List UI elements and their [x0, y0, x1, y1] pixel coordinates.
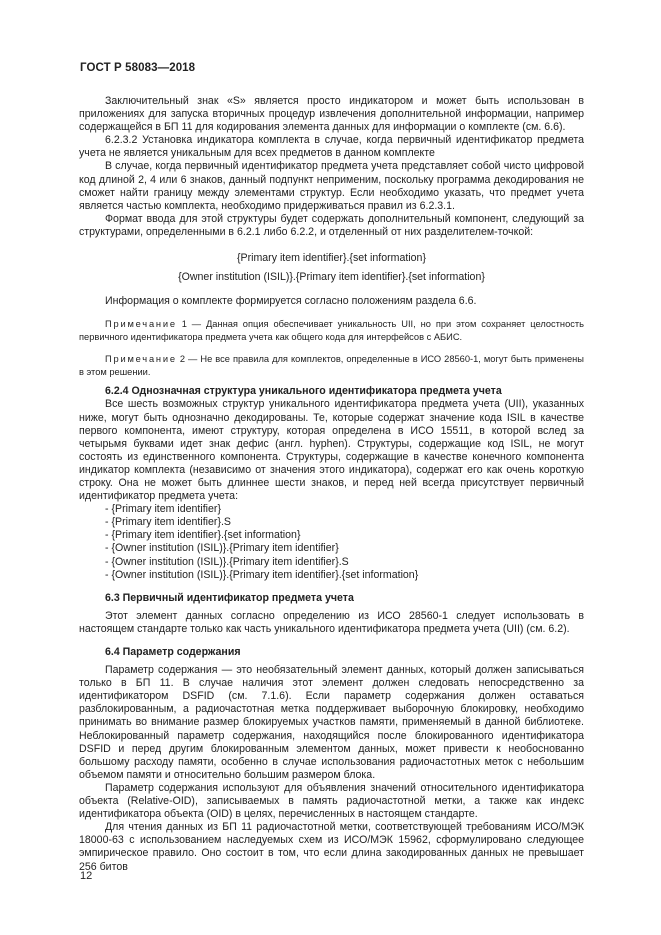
- note-2: [79, 353, 584, 378]
- structure-formula: {Owner institution (ISIL)}.{Primary item identifier}.{set information}: [178, 271, 485, 284]
- paragraph: Параметр содержания используют для объявления значений относительного идентификатора объекта (Relative-OID), записываемых в память радиочастотной метки, а также как индекс идентификатора объекта (OID) в целях, перечисленных в настоящем стандарте.: [79, 781, 584, 821]
- paragraph: Информация о комплекте формируется согласно положениям раздела 6.6.: [105, 295, 477, 308]
- paragraph: Все шесть возможных структур уникального идентификатора предмета учета (UII), указанных ниже, могут быть однозначно декодированы. Те, которые содержат значение кода ISIL в качестве первого компонента, имеют структуру, которая определена в ИСО 15511, в которой вслед за четырьмя буквами идет знак дефис (англ. hyphen). Структуры, содержащие код ISIL, не могут состоять из единственного компонента. Структуры, содержащие в качестве конечного компонента индикатор комплекта (независимо от значения этого индикатора), содержат его как очень короткую строку. Она не может быть длиннее шести знаков, и перед ней всегда присутствует первичный идентификатор предмета учета:: [79, 398, 584, 503]
- note-number: 2: [179, 354, 186, 365]
- note-text: — Не все правила для комплектов, определенные в ИСО 28560-1, могут быть применены в этом решении.: [79, 354, 584, 377]
- list-item: - {Owner institution (ISIL)}.{Primary item identifier}.S: [105, 555, 349, 568]
- note-number: 1: [181, 319, 187, 330]
- structure-formula: {Primary item identifier}.{set information}: [236, 252, 426, 265]
- note-text: — Данная опция обеспечивает уникальность UII, но при этом сохраняет целостность первичного идентификатора предмета учета как общего кода для интерфейсов с АБИС.: [79, 319, 584, 342]
- list-item: - {Owner institution (ISIL)}.{Primary item identifier}: [105, 542, 339, 555]
- page-content: [79, 95, 584, 874]
- note-label: Примечание: [105, 319, 177, 330]
- note-label: Примечание: [105, 354, 177, 365]
- section-heading-6-3: 6.3 Первичный идентификатор предмета учета: [105, 591, 354, 604]
- paragraph: Параметр содержания — это необязательный элемент данных, который должен записываться только в БП 11. В случае наличия этот элемент должен следовать непосредственно за идентификатором DSFID (см. 7.1.6). Если параметр содержания должен оставаться разблокированным, а радиочастотная метка поддерживает выборочную блокировку, необходимо принимать во внимание размер блокируемых участков памяти, применяемый в данной библиотеке. Неблокированный параметр содержания, находящийся после блокированного идентификатора DSFID и перед другим блокированным элементом данных, может привести к необоснованно большому расходу памяти, особенно в случае использования радиочастотных меток с небольшим объемом памяти и относительно большим размером блока.: [79, 664, 584, 781]
- list-item: - {Primary item identifier}.{set information}: [105, 529, 301, 542]
- paragraph: Формат ввода для этой структуры будет содержать дополнительный компонент, следующий за структурами, определенными в 6.2.1 либо 6.2.2, и отделенный от них разделителем-точкой:: [79, 212, 584, 238]
- document-header: ГОСТ Р 58083—2018: [80, 62, 196, 74]
- subclause-6-2-3-2: 6.2.3.2 Установка индикатора комплекта в случае, когда первичный идентификатор предмета учета не является уникальным для всех предметов в данном комплекте: [79, 134, 584, 160]
- note-1: [79, 318, 584, 343]
- list-item: - {Owner institution (ISIL)}.{Primary item identifier}.{set information}: [105, 568, 419, 581]
- list-item: - {Primary item identifier}: [105, 503, 221, 516]
- paragraph: В случае, когда первичный идентификатор предмета учета представляет собой чисто цифровой код длиной 2, 4 или 6 знаков, данный подпункт неприменим, поскольку программа декодирования не сможет найти границу между элементами структур. Если необходимо указать, что предмет учета является частью комплекта, необходимо придерживаться правил из 6.2.3.1.: [79, 160, 584, 212]
- list-item: - {Primary item identifier}.S: [105, 516, 231, 529]
- structure-list: [79, 503, 584, 582]
- paragraph: Этот элемент данных согласно определению из ИСО 28560-1 следует использовать в настоящем стандарте только как часть уникального идентификатора предмета учета (UII) (см. 6.2).: [79, 609, 584, 635]
- page-number: 12: [80, 870, 93, 882]
- section-heading-6-2-4: 6.2.4 Однозначная структура уникального идентификатора предмета учета: [105, 385, 502, 398]
- section-heading-6-4: 6.4 Параметр содержания: [105, 646, 241, 658]
- paragraph: Для чтения данных из БП 11 радиочастотной метки, соответствующей требованиям ИСО/МЭК 18000-63 с использованием наследуемых схем из ИСО/МЭК 15962, сформулировано следующее эмпирическое правило. Оно состоит в том, что если длина закодированных данных не превышает 256 битов: [79, 821, 584, 873]
- paragraph: Заключительный знак «S» является просто индикатором и может быть использован в приложениях для запуска вторичных процедур извлечения дополнительной информации, например содержащейся в БП 11 для кодирования элемента данных для информации о комплекте (см. 6.6).: [79, 95, 584, 134]
